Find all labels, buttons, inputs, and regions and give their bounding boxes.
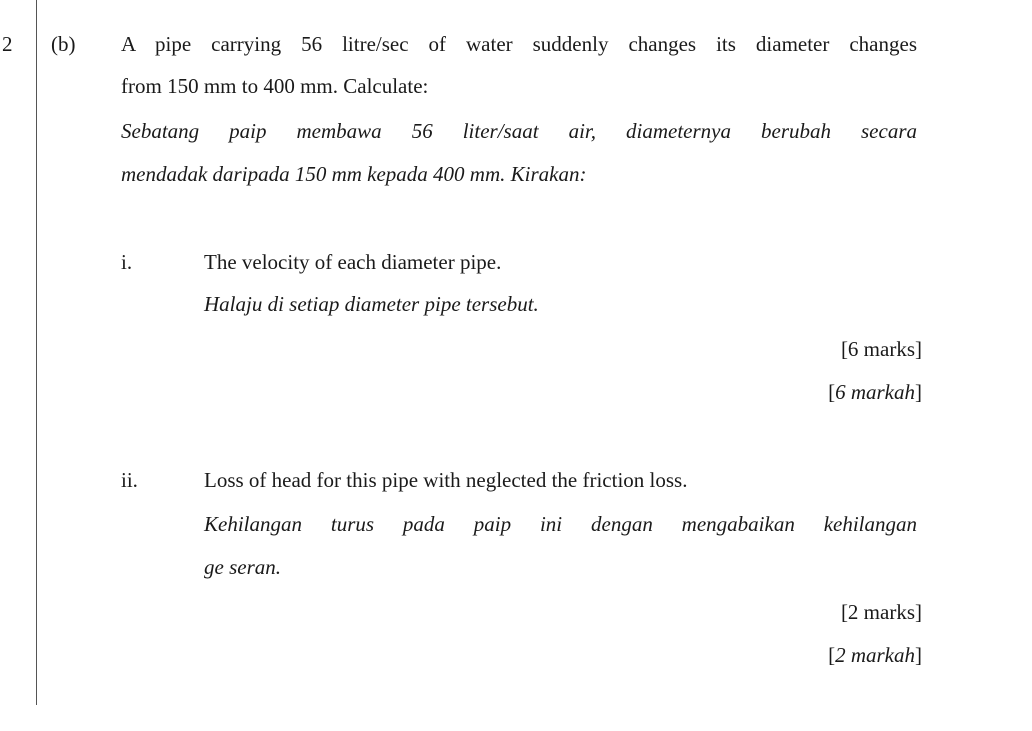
marks-english: [6 marks] [840,337,922,361]
item-malay-text-line-2: ge seran. [204,555,281,579]
bracket-open: [ [828,643,836,667]
item-numeral: i. [121,250,133,274]
item-english-text: Loss of head for this pipe with neglected the friction loss. [204,468,688,492]
bracket-close: ] [915,643,922,667]
margin-rule [36,0,37,705]
marks-malay-text: 2 markah [835,643,915,667]
intro-malay-line-1: Sebatang paip membawa 56 liter/saat air, diameternya berubah secara [121,119,917,143]
bracket-open: [ [828,380,836,404]
marks-english: [2 marks] [840,600,922,624]
bracket-close: ] [915,380,922,404]
item-malay-text-line-1: Kehilangan turus pada paip ini dengan mengabaikan kehilangan [204,512,917,536]
intro-english-line-1: A pipe carrying 56 litre/sec of water suddenly changes its diameter changes [121,32,917,56]
item-english-text: The velocity of each diameter pipe. [204,250,502,274]
question-number: 2 [2,32,13,56]
item-malay-text: Halaju di setiap diameter pipe tersebut. [204,292,539,316]
intro-malay-line-2: mendadak daripada 150 mm kepada 400 mm. Kirakan: [121,162,587,186]
marks-malay [828,380,922,405]
intro-english-line-2: from 150 mm to 400 mm. Calculate: [121,74,429,98]
item-numeral: ii. [121,468,138,492]
marks-malay [828,643,922,668]
marks-malay-text: 6 markah [835,380,915,404]
question-part-label: (b) [51,32,76,56]
